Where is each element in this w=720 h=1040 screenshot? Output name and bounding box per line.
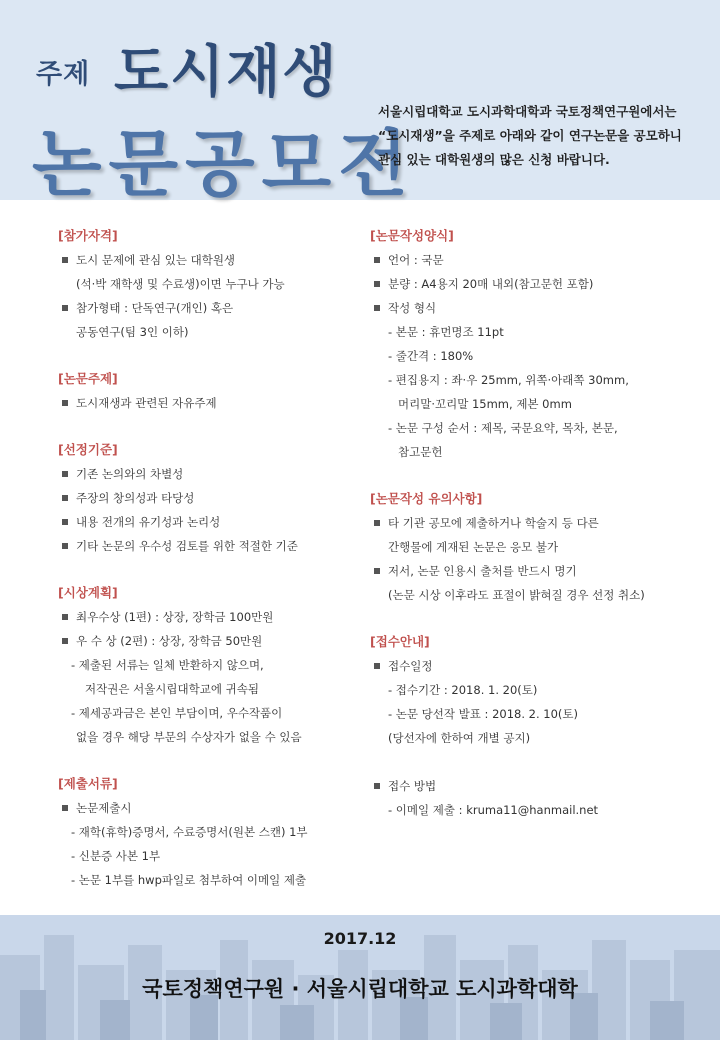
square-bullet-icon xyxy=(374,520,380,526)
square-bullet-icon xyxy=(62,400,68,406)
list-item: 접수일정 xyxy=(370,654,700,678)
section-heading: [시상계획] xyxy=(58,585,118,600)
sub-item-continuation: (당선자에 한하여 개별 공지) xyxy=(388,731,531,745)
section-heading: [선정기준] xyxy=(58,442,118,457)
list-item: 최우수상 (1편) : 상장, 장학금 100만원 xyxy=(58,605,358,629)
square-bullet-icon xyxy=(62,614,68,620)
sub-item: - 제세공과금은 본인 부담이며, 우수작품이 xyxy=(71,706,283,720)
section-heading: [논문주제] xyxy=(58,371,118,386)
sub-item: - 논문 구성 순서 : 제목, 국문요약, 목차, 본문, xyxy=(388,421,618,435)
section-heading: [접수안내] xyxy=(370,634,430,649)
list-item: 기타 논문의 우수성 검토를 위한 적절한 기준 xyxy=(58,534,358,558)
sub-item-continuation: 참고문헌 xyxy=(398,445,443,459)
list-item: 도시재생과 관련된 자유주제 xyxy=(58,391,358,415)
header-banner xyxy=(0,0,720,206)
sub-item: - 본문 : 휴먼명조 11pt xyxy=(388,325,504,339)
list-item: 우 수 상 (2편) : 상장, 장학금 50만원 xyxy=(58,629,358,653)
square-bullet-icon xyxy=(62,495,68,501)
section-notes xyxy=(370,487,700,607)
sub-item: - 논문 1부를 hwp파일로 첨부하여 이메일 제출 xyxy=(71,873,307,887)
list-item-continuation: 간행물에 게재된 논문은 응모 불가 xyxy=(388,540,559,554)
right-column xyxy=(370,224,700,845)
square-bullet-icon xyxy=(374,783,380,789)
spacer xyxy=(370,750,700,774)
section-heading: [논문작성 유의사항] xyxy=(370,491,483,506)
list-item-continuation: 공동연구(팀 3인 이하) xyxy=(76,325,189,339)
sub-item: - 제출된 서류는 일체 반환하지 않으며, xyxy=(71,658,264,672)
list-item: 타 기관 공모에 제출하거나 학술지 등 다른 xyxy=(370,511,700,535)
square-bullet-icon xyxy=(62,257,68,263)
square-bullet-icon xyxy=(374,305,380,311)
section-awards xyxy=(58,581,358,749)
organizer-names: 국토정책연구원 · 서울시립대학교 도시과학대학 xyxy=(142,977,578,1001)
section-documents xyxy=(58,772,358,892)
square-bullet-icon xyxy=(62,805,68,811)
section-heading: [논문작성양식] xyxy=(370,228,454,243)
section-criteria xyxy=(58,438,358,558)
sub-item: - 편집용지 : 좌·우 25mm, 위쪽·아래쪽 30mm, xyxy=(388,373,629,387)
sub-item: - 재학(휴학)증명서, 수료증명서(원본 스캔) 1부 xyxy=(71,825,308,839)
list-item-continuation: (석·박 재학생 및 수료생)이면 누구나 가능 xyxy=(76,277,285,291)
square-bullet-icon xyxy=(374,257,380,263)
sub-item: - 접수기간 : 2018. 1. 20(토) xyxy=(388,683,538,697)
list-item-continuation: (논문 시상 이후라도 표절이 밝혀질 경우 선정 취소) xyxy=(388,588,645,602)
square-bullet-icon xyxy=(62,638,68,644)
square-bullet-icon xyxy=(62,305,68,311)
section-heading: [참가자격] xyxy=(58,228,118,243)
list-item: 참가형태 : 단독연구(개인) 혹은 xyxy=(58,296,358,320)
list-item: 도시 문제에 관심 있는 대학원생 xyxy=(58,248,358,272)
square-bullet-icon xyxy=(374,663,380,669)
list-item: 언어 : 국문 xyxy=(370,248,700,272)
left-column xyxy=(58,224,358,915)
list-item: 접수 방법 xyxy=(370,774,700,798)
sub-item: - 논문 당선작 발표 : 2018. 2. 10(토) xyxy=(388,707,578,721)
list-item: 작성 형식 xyxy=(370,296,700,320)
footer-banner xyxy=(0,915,720,1040)
intro-line: 서울시립대학교 도시과학대학과 국토정책연구원에서는 xyxy=(378,104,677,119)
section-submission xyxy=(370,630,700,822)
title-theme: 도시재생 xyxy=(114,40,339,105)
list-item: 저서, 논문 인용시 출처를 반드시 명기 xyxy=(370,559,700,583)
section-topic xyxy=(58,367,358,415)
square-bullet-icon xyxy=(374,568,380,574)
sub-item-continuation: 머리말·꼬리말 15mm, 제본 0mm xyxy=(398,397,572,411)
list-item: 논문제출시 xyxy=(58,796,358,820)
list-item: 기존 논의와의 차별성 xyxy=(58,462,358,486)
title-subject-label: 주제 xyxy=(36,59,91,90)
list-item: 내용 전개의 유기성과 논리성 xyxy=(58,510,358,534)
intro-text xyxy=(378,100,708,172)
section-heading: [제출서류] xyxy=(58,776,118,791)
square-bullet-icon xyxy=(62,543,68,549)
intro-line: 관심 있는 대학원생의 많은 신청 바랍니다. xyxy=(378,152,610,167)
section-eligibility xyxy=(58,224,358,344)
list-item: 분량 : A4용지 20매 내외(참고문헌 포함) xyxy=(370,272,700,296)
section-format xyxy=(370,224,700,464)
sub-item: - 신분증 사본 1부 xyxy=(71,849,161,863)
issue-date: 2017.12 xyxy=(323,929,397,948)
sub-item: - 줄간격 : 180% xyxy=(388,349,474,363)
list-item: 주장의 창의성과 타당성 xyxy=(58,486,358,510)
sub-item-continuation: 저작권은 서울시립대학교에 귀속됨 xyxy=(85,682,259,696)
title-contest: 논문공모전 xyxy=(32,122,415,206)
square-bullet-icon xyxy=(374,281,380,287)
email-item: - 이메일 제출 : kruma11@hanmail.net xyxy=(388,803,599,817)
intro-line: “도시재생”을 주제로 아래와 같이 연구논문을 공모하니 xyxy=(378,128,682,143)
square-bullet-icon xyxy=(62,519,68,525)
sub-item-continuation: 없을 경우 해당 부문의 수상자가 없을 수 있음 xyxy=(76,730,302,744)
square-bullet-icon xyxy=(62,471,68,477)
